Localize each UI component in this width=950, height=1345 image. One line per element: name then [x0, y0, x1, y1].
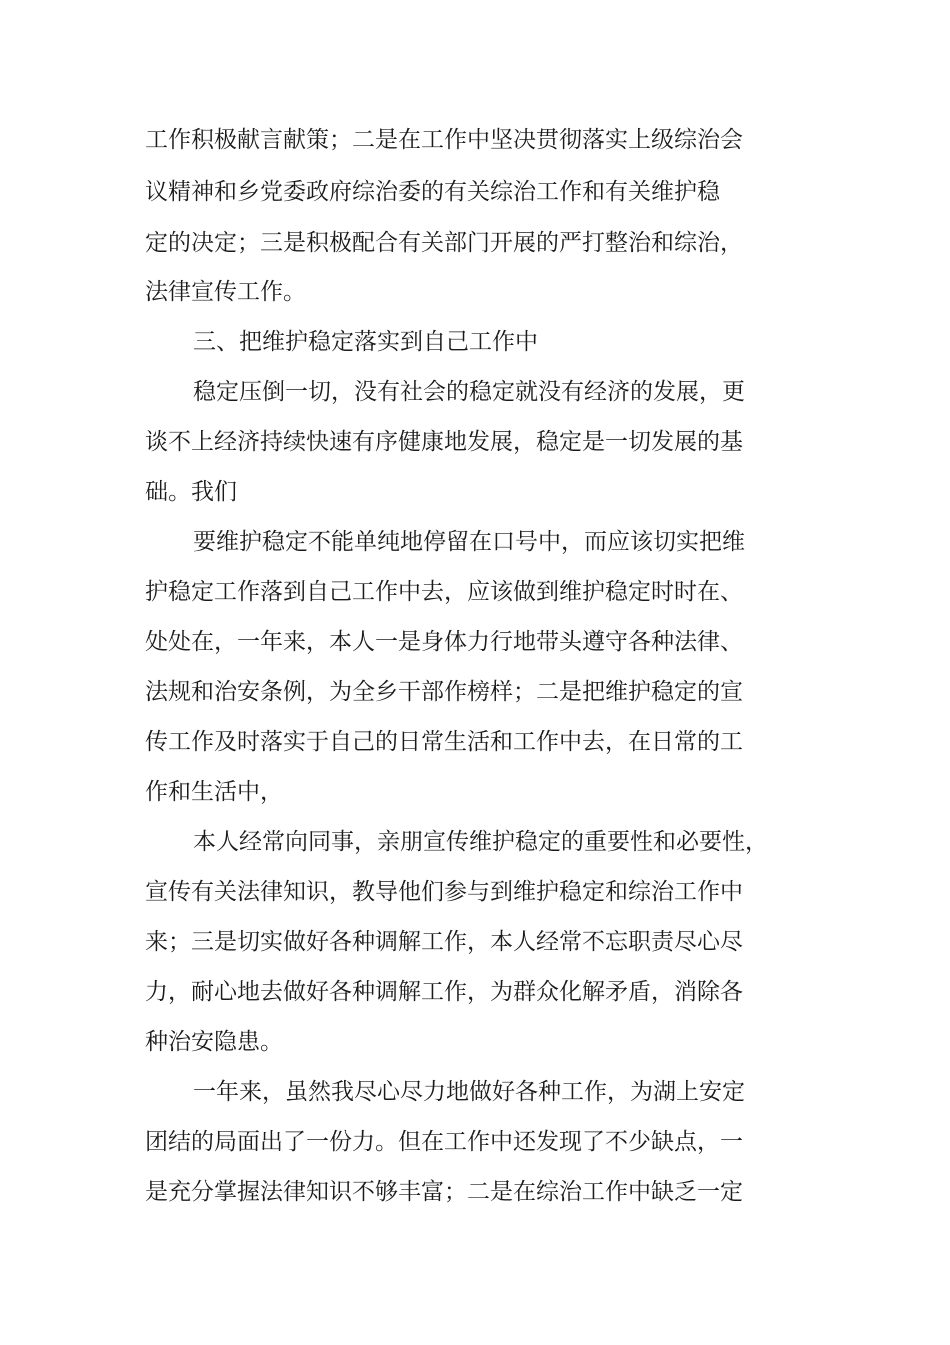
section-heading: 三、把维护稳定落实到自己工作中	[193, 329, 538, 355]
text-line: 是充分掌握法律知识不够丰富；二是在综治工作中缺乏一定	[145, 1179, 743, 1205]
text-line: 力，耐心地去做好各种调解工作，为群众化解矛盾，消除各	[145, 979, 743, 1005]
text-line: 稳定压倒一切，没有社会的稳定就没有经济的发展，更	[193, 379, 745, 405]
text-line: 本人经常向同事，亲朋宣传维护稳定的重要性和必要性，	[193, 829, 768, 855]
text-line: 传工作及时落实于自己的日常生活和工作中去，在日常的工	[145, 729, 743, 755]
text-line: 法规和治安条例，为全乡干部作榜样；二是把维护稳定的宣	[145, 679, 743, 705]
text-line: 处处在，一年来，本人一是身体力行地带头遵守各种法律、	[145, 629, 743, 655]
text-line: 法律宣传工作。	[145, 279, 306, 305]
text-line: 种治安隐患。	[145, 1029, 283, 1055]
text-line: 工作积极献言献策；二是在工作中坚决贯彻落实上级综治会	[145, 127, 743, 153]
text-line: 作和生活中，	[145, 779, 283, 805]
text-line: 团结的局面出了一份力。但在工作中还发现了不少缺点，一	[145, 1129, 743, 1155]
text-line: 护稳定工作落到自己工作中去，应该做到维护稳定时时在、	[145, 579, 743, 605]
text-line: 谈不上经济持续快速有序健康地发展，稳定是一切发展的基	[145, 429, 743, 455]
text-line: 定的决定；三是积极配合有关部门开展的严打整治和综治，	[145, 230, 743, 256]
text-line: 宣传有关法律知识，教导他们参与到维护稳定和综治工作中	[145, 879, 743, 905]
text-line: 础。我们	[145, 479, 237, 505]
text-line: 要维护稳定不能单纯地停留在口号中，而应该切实把维	[193, 529, 745, 555]
text-line: 来；三是切实做好各种调解工作，本人经常不忘职责尽心尽	[145, 929, 743, 955]
text-line: 议精神和乡党委政府综治委的有关综治工作和有关维护稳	[145, 179, 720, 205]
text-line: 一年来，虽然我尽心尽力地做好各种工作，为湖上安定	[193, 1079, 745, 1105]
